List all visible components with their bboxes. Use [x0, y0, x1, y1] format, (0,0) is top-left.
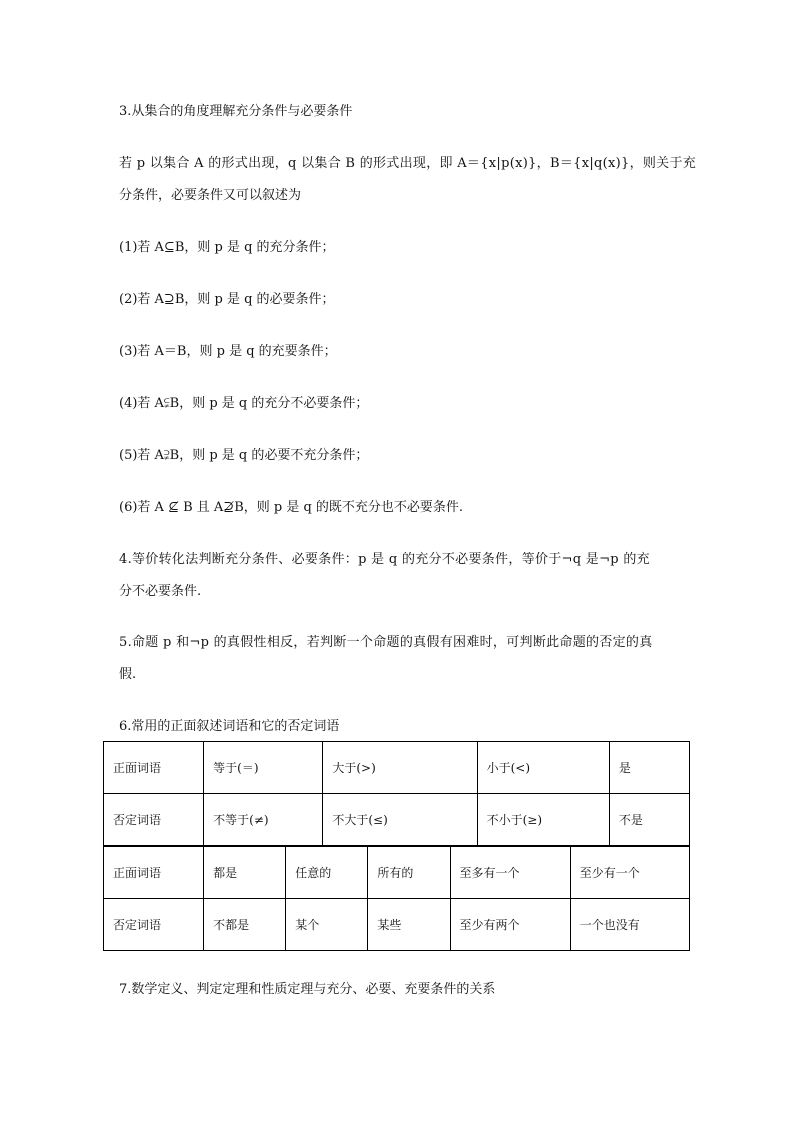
table-row — [104, 794, 690, 846]
table-row — [104, 847, 690, 899]
table-cell: 不大于(≤) — [323, 794, 477, 846]
table-cell: 等于(＝) — [204, 742, 323, 794]
table-cell: 小于(<) — [477, 742, 609, 794]
table-cell: 不都是 — [204, 899, 286, 951]
table-cell: 某个 — [286, 899, 368, 951]
table-cell: 任意的 — [286, 847, 368, 899]
table-cell: 某些 — [368, 899, 450, 951]
section5-line2: 假. — [119, 667, 137, 682]
table-cell: 都是 — [204, 847, 286, 899]
table-cell: 不小于(≥) — [477, 794, 609, 846]
condition-item-6: (6)若 A ⊈ B 且 A⊉B，则 p 是 q 的既不充分也不必要条件. — [119, 500, 464, 515]
condition-item-3: (3)若 A＝B，则 p 是 q 的充要条件； — [119, 344, 337, 359]
section7-heading: 7.数学定义、判定定理和性质定理与充分、必要、充要条件的关系 — [119, 982, 496, 997]
section3-intro-line1: 若 p 以集合 A 的形式出现，q 以集合 B 的形式出现，即 A＝{x|p(x)}，B＝{x|q(x)}，则关于充 — [119, 156, 697, 171]
table-row — [104, 742, 690, 794]
word-table-1 — [103, 741, 690, 846]
word-table-2 — [103, 846, 690, 951]
table-cell: 至少有一个 — [570, 847, 689, 899]
table-cell: 至多有一个 — [450, 847, 570, 899]
section5-line1: 5.命题 p 和¬p 的真假性相反，若判断一个命题的真假有困难时，可判断此命题的否定的真 — [119, 635, 653, 650]
condition-item-4: (4)若 A⫋B，则 p 是 q 的充分不必要条件； — [119, 396, 369, 411]
condition-item-5: (5)若 A⫌B，则 p 是 q 的必要不充分条件； — [119, 448, 369, 463]
section3-heading: 3.从集合的角度理解充分条件与必要条件 — [119, 104, 353, 119]
table-cell: 正面词语 — [104, 847, 204, 899]
table-row — [104, 899, 690, 951]
condition-item-2: (2)若 A⊇B，则 p 是 q 的必要条件； — [119, 292, 335, 307]
section4-line1: 4.等价转化法判断充分条件、必要条件：p 是 q 的充分不必要条件，等价于¬q 是¬p 的充 — [119, 552, 650, 567]
table-cell: 大于(>) — [323, 742, 477, 794]
table-cell: 所有的 — [368, 847, 450, 899]
table-cell: 否定词语 — [104, 899, 204, 951]
table-cell: 正面词语 — [104, 742, 204, 794]
table-cell: 不等于(≠) — [204, 794, 323, 846]
table-cell: 一个也没有 — [570, 899, 689, 951]
section4-line2: 分不必要条件. — [119, 584, 202, 599]
section3-intro-line2: 分条件，必要条件又可以叙述为 — [119, 188, 302, 203]
condition-item-1: (1)若 A⊆B，则 p 是 q 的充分条件； — [119, 240, 335, 255]
table-cell: 否定词语 — [104, 794, 204, 846]
table-cell: 是 — [609, 742, 689, 794]
table-cell: 不是 — [609, 794, 689, 846]
table-cell: 至少有两个 — [450, 899, 570, 951]
section6-heading: 6.常用的正面叙述词语和它的否定词语 — [119, 719, 340, 734]
